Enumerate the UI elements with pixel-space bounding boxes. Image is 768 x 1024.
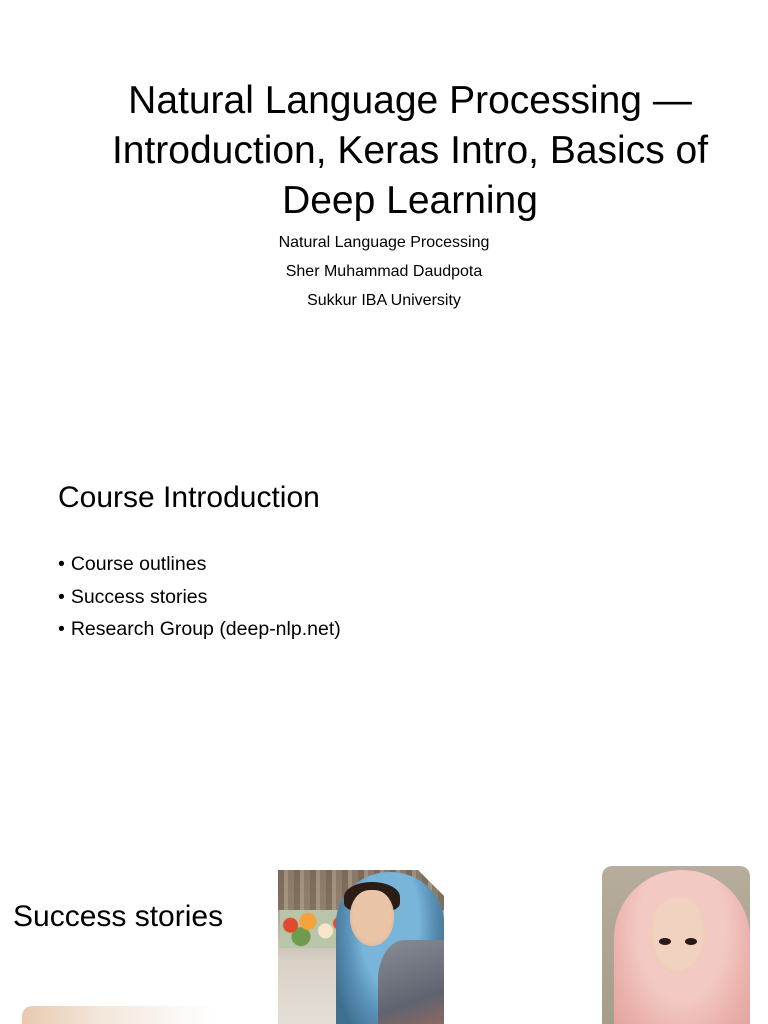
success-story-photo <box>602 866 750 1024</box>
list-item: • Course outlines <box>58 548 341 581</box>
course-introduction-heading: Course Introduction <box>58 481 320 514</box>
success-story-photo <box>22 1006 214 1024</box>
subtitle-university: Sukkur IBA University <box>307 292 461 309</box>
slide-title: Natural Language Processing — Introduction, Keras Intro, Basics of Deep Learning <box>111 79 709 222</box>
subtitle-course: Natural Language Processing <box>278 234 490 251</box>
course-introduction-list <box>58 548 341 646</box>
list-item: • Success stories <box>58 581 341 614</box>
subtitle-author: Sher Muhammad Daudpota <box>285 263 483 280</box>
success-stories-heading: Success stories <box>13 900 224 933</box>
slide-subtitle <box>184 228 584 315</box>
success-story-photo <box>270 865 452 1024</box>
list-item: • Research Group (deep-nlp.net) <box>58 613 341 646</box>
